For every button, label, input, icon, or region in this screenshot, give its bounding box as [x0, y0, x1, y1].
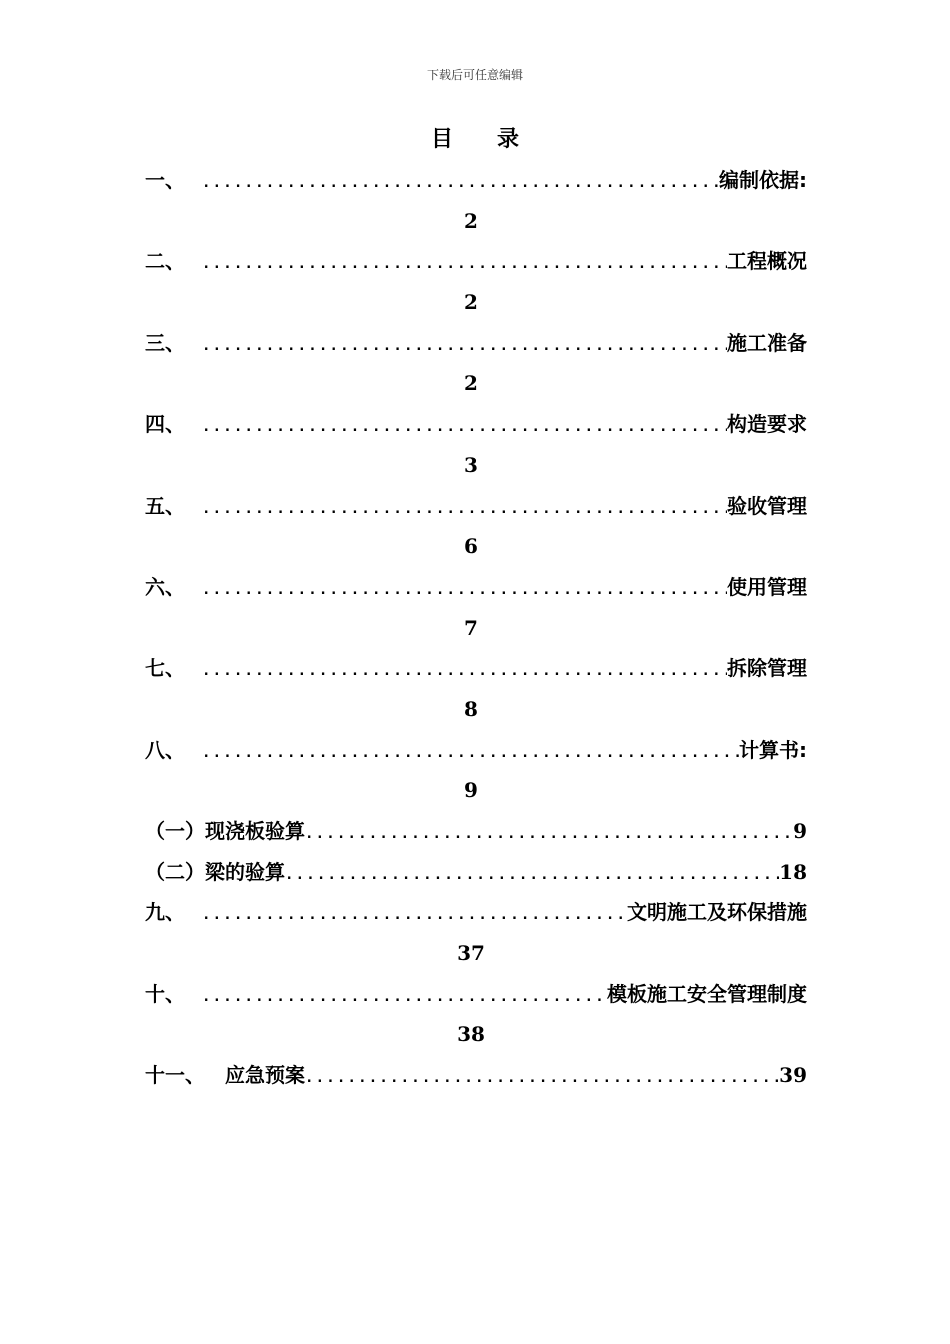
toc-entry-number: （一）: [145, 819, 205, 843]
toc-leader-dots: [202, 326, 727, 367]
toc-entry-5[interactable]: [145, 486, 807, 527]
toc-entry-page: 37: [457, 941, 485, 966]
toc-entry-page: 9: [464, 778, 478, 803]
table-of-contents: [145, 160, 807, 1096]
toc-entry-label: 构造要求: [727, 412, 807, 437]
toc-entry-6[interactable]: [145, 567, 807, 608]
toc-leader-dots: [202, 651, 727, 692]
toc-entry-page: 8: [464, 696, 478, 721]
toc-entry-number: 五、: [145, 493, 185, 518]
toc-entry-label: 工程概况: [727, 249, 807, 274]
toc-entry-number: 八、: [145, 737, 185, 762]
toc-leader-dots: [202, 163, 719, 204]
toc-entry-label: 模板施工安全管理制度: [607, 981, 807, 1006]
toc-leader-dots: [202, 977, 607, 1018]
toc-entry-1[interactable]: [145, 160, 807, 201]
toc-entry-label: 使用管理: [727, 574, 807, 599]
toc-entry-label: 文明施工及环保措施: [627, 900, 807, 925]
toc-leader-dots: [202, 407, 727, 448]
toc-entry-number: 二、: [145, 249, 185, 274]
toc-entry-number: 三、: [145, 330, 185, 355]
toc-leader-dots: [305, 1058, 779, 1099]
toc-entry-number: 十、: [145, 981, 185, 1006]
toc-entry-number: 四、: [145, 412, 185, 437]
toc-entry-label: 拆除管理: [727, 656, 807, 681]
toc-title: [0, 122, 950, 153]
toc-leader-dots: [305, 814, 793, 855]
toc-leader-dots: [202, 489, 727, 530]
toc-entry-page: 39: [779, 1063, 807, 1088]
toc-entry-number: 九、: [145, 900, 185, 925]
toc-leader-dots: [202, 244, 727, 285]
toc-entry-page: 2: [464, 290, 478, 315]
toc-entry-3[interactable]: [145, 323, 807, 364]
toc-entry-number: 七、: [145, 656, 185, 681]
toc-entry-7[interactable]: [145, 648, 807, 689]
toc-entry-label: 施工准备: [727, 330, 807, 355]
toc-entry-page: 9: [793, 819, 807, 843]
toc-entry-page: 38: [457, 1022, 485, 1047]
toc-entry-page: 2: [464, 208, 478, 233]
toc-entry-label: 编制依据:: [719, 168, 807, 192]
toc-entry-number: （二）: [145, 859, 205, 884]
toc-leader-dots: [202, 733, 739, 774]
toc-entry-label: 应急预案: [225, 1063, 305, 1088]
toc-entry-number: 六、: [145, 574, 185, 599]
toc-entry-page: 6: [464, 534, 478, 559]
toc-entry-label: 现浇板验算: [205, 819, 305, 843]
toc-entry-4[interactable]: [145, 404, 807, 445]
toc-entry-8[interactable]: [145, 730, 807, 771]
toc-leader-dots: [285, 855, 779, 896]
toc-entry-page: 2: [464, 371, 478, 396]
toc-leader-dots: [202, 895, 627, 936]
toc-title-char-2: 录: [497, 127, 520, 152]
toc-entry-page: 18: [779, 859, 807, 884]
toc-entry-9[interactable]: [145, 892, 807, 933]
toc-entry-2[interactable]: [145, 241, 807, 282]
toc-entry-10[interactable]: [145, 974, 807, 1015]
toc-subentry-2[interactable]: [145, 852, 807, 893]
toc-entry-label: 计算书:: [739, 737, 807, 762]
toc-entry-11[interactable]: [145, 1055, 807, 1096]
toc-title-char-1: 目: [430, 127, 453, 152]
toc-entry-label: 验收管理: [727, 493, 807, 518]
toc-entry-page: 7: [464, 615, 478, 640]
toc-entry-number: 十一、: [145, 1063, 205, 1088]
toc-entry-page: 3: [464, 452, 478, 477]
toc-entry-number: 一、: [145, 168, 185, 192]
toc-leader-dots: [202, 570, 727, 611]
toc-entry-label: 梁的验算: [205, 859, 285, 884]
header-note: 下载后可任意编辑: [426, 68, 523, 82]
toc-subentry-1[interactable]: [145, 811, 807, 852]
